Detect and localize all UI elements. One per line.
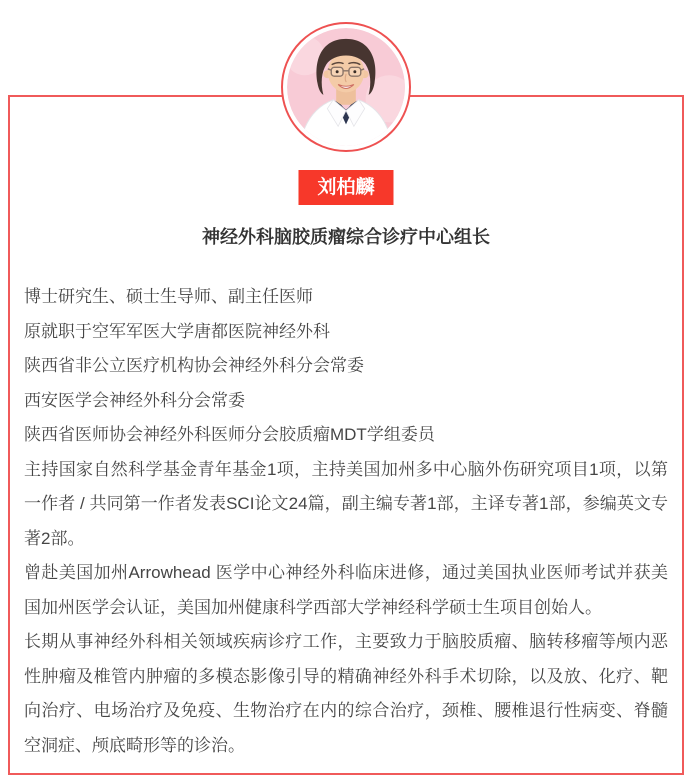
bio-section	[24, 280, 668, 763]
doctor-name-badge	[298, 170, 393, 205]
credential-line: 陕西省非公立医疗机构协会神经外科分会常委	[24, 356, 364, 375]
credential-line: 原就职于空军军医大学唐都医院神经外科	[24, 321, 330, 341]
bio-paragraph: 主持国家自然科学基金青年基金1项，主持美国加州多中心脑外伤研究项目1项，以第一作者 / 共同第一作者发表SCI论文24篇，副主编专著1部，主译专著1部，参编英文专著2部。	[24, 459, 668, 548]
bio-paragraph: 长期从事神经外科相关领域疾病诊疗工作，主要致力于脑胶质瘤、脑转移瘤等颅内恶性肿瘤及椎管内肿瘤的多模态影像引导的精确神经外科手术切除，以及放、化疗、靶向治疗、电场治疗及免疫、生物治疗在内的综合治疗，颈椎、腰椎退行性病变、脊髓空洞症、颅底畸形等的诊治。	[24, 632, 668, 755]
doctor-photo	[287, 28, 405, 146]
bio-paragraph: 曾赴美国加州Arrowhead 医学中心神经外科临床进修，通过美国执业医师考试并获美国加州医学会认证，美国加州健康科学西部大学神经科学硕士生项目创始人。	[24, 563, 668, 617]
doctor-portrait-illustration	[287, 28, 405, 146]
doctor-avatar	[281, 22, 411, 152]
credential-line: 陕西省医师协会神经外科医师分会胶质瘤MDT学组委员	[24, 425, 435, 444]
doctor-name: 刘柏麟	[317, 177, 375, 198]
doctor-title: 神经外科脑胶质瘤综合诊疗中心组长	[202, 227, 490, 247]
credential-line: 博士研究生、硕士生导师、副主任医师	[24, 287, 313, 306]
credential-line: 西安医学会神经外科分会常委	[24, 390, 245, 410]
